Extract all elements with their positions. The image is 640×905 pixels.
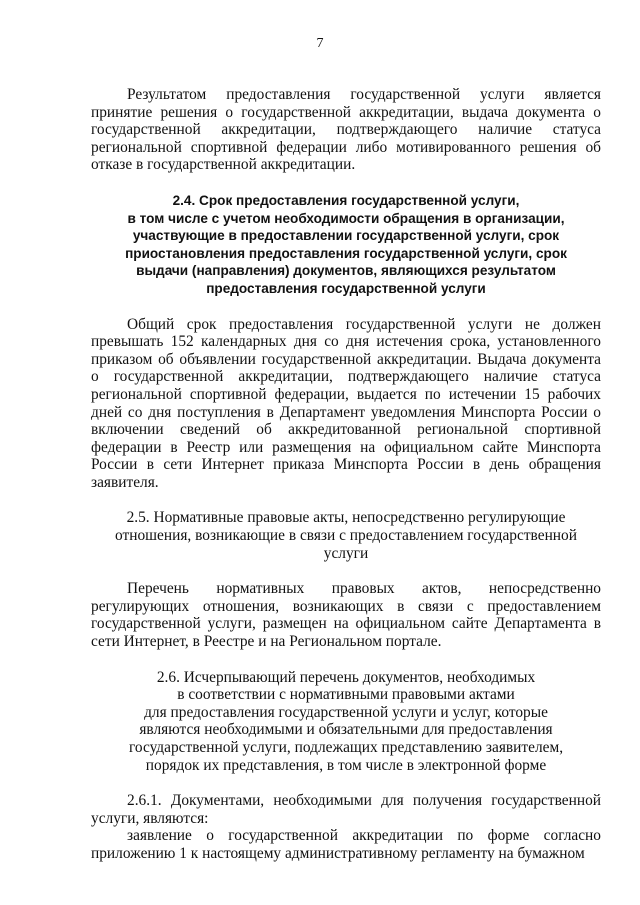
heading-line: в том числе с учетом необходимости обращения в организации, [127,210,565,226]
heading-line: государственной услуги, подлежащих представлению заявителем, [128,739,564,756]
document-body [91,86,601,863]
section-2-4-body: Общий срок предоставления государственной услуги не должен превышать 152 календарных дня со дня истечения срока, установленного приказом об объявлении государственной аккредитации. Выдача документа о государственной аккредитации, подтверждающего наличие статуса региональной спортивной федерации, выдается по истечении 15 рабочих дней со дня поступления в Департамент уведомления Минспорта России о включении сведений об аккредитованной региональной спортивной федерации в Реестр или размещения на официальном сайте Минспорта России в сети Интернет приказа Минспорта России в день обращения заявителя. [91,315,601,491]
heading-line: предоставления государственной услуги [206,280,486,296]
heading-line: выдачи (направления) документов, являющихся результатом [136,263,556,279]
heading-line: 2.5. Нормативные правовые акты, непосредственно регулирующие [126,509,566,527]
heading-line: 2.6. Исчерпывающий перечень документов, необходимых [156,668,536,686]
page-number: 7 [316,36,324,51]
heading-line: приостановления предоставления государственной услуги, срок [125,245,567,261]
heading-line: отношения, возникающие в связи с предоставлением государственной услуги [115,527,577,562]
heading-line: участвующие в предоставлении государственной услуги, срок [132,228,560,244]
heading-line: для предоставления государственной услуги и услуг, которые [144,703,548,721]
section-2-6-heading [91,669,601,775]
section-2-5-body: Перечень нормативных правовых актов, непосредственно регулирующих отношения, возникающих в связи с предоставлением государственной услуги, размещен на официальном сайте Департамента в сети Интернет, в Реестре и на Региональном портале. [91,580,601,651]
heading-line: являются необходимыми и обязательными для предоставления [139,721,553,739]
heading-line: 2.4. Срок предоставления государственной услуги, [172,192,520,208]
heading-line: в соответствии с нормативными правовыми актами [177,686,515,704]
application-item: заявление о государственной аккредитации по форме согласно приложению 1 к настоящему административному регламенту на бумажном [91,827,601,862]
section-2-5-heading [91,509,601,562]
result-paragraph: Результатом предоставления государственной услуги является принятие решения о государственной аккредитации, выдача документа о государственной аккредитации, подтверждающего наличие статуса региональной спортивной федерации либо мотивированного решения об отказе в государственной аккредитации. [91,86,601,174]
heading-line: порядок их представления, в том числе в электронной форме [145,756,547,774]
section-2-4-heading [91,192,601,298]
section-2-6-1-paragraph: 2.6.1. Документами, необходимыми для получения государственной услуги, являются: [91,792,601,827]
